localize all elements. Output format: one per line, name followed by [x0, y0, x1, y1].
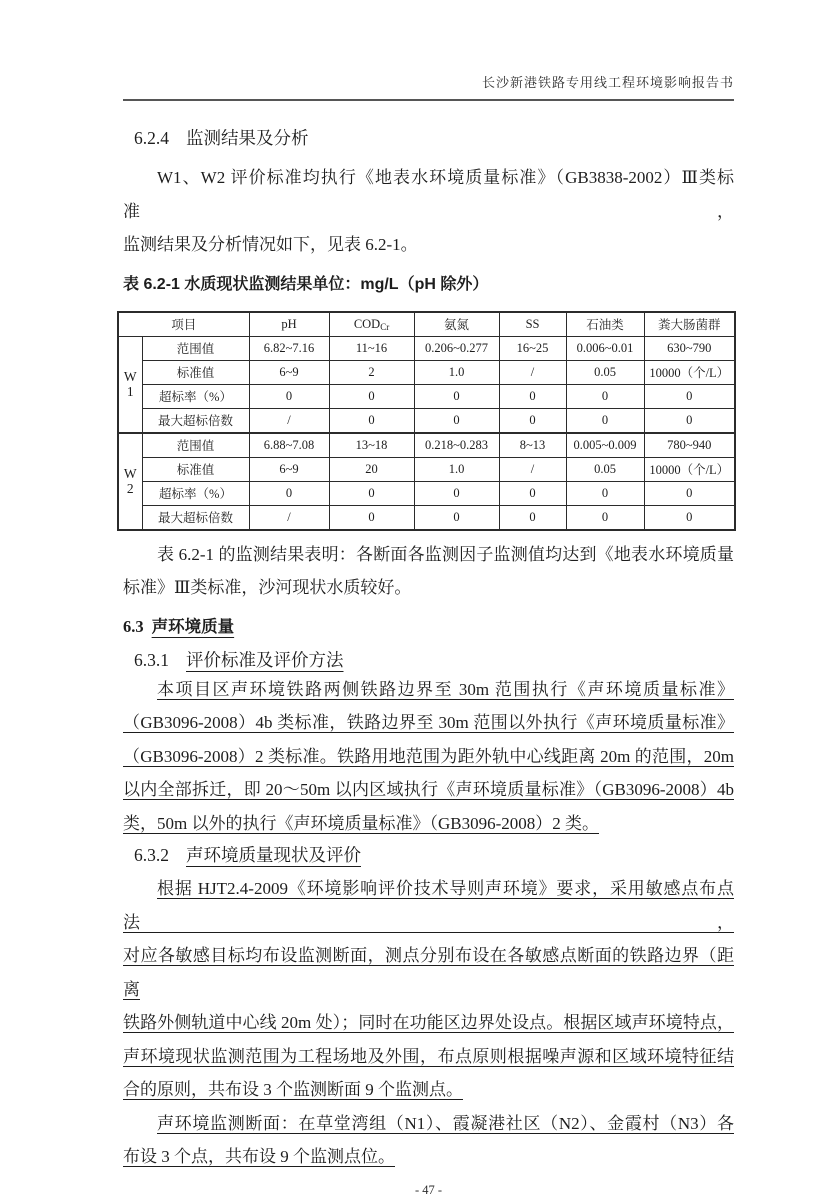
column-header-ss: SS [499, 312, 566, 337]
section-number: 6.3.2 [134, 845, 169, 865]
table-cell: 6.88~7.08 [249, 433, 329, 458]
paragraph-line: （GB3096-2008）4b 类标准，铁路边界至 30m 范围以外执行《声环境质量标准》 [123, 713, 734, 732]
paragraph-line: 布设 3 个点，共布设 9 个监测点位。 [123, 1147, 395, 1166]
table-cell: 13~18 [329, 433, 414, 458]
table-cell: 0 [329, 384, 414, 408]
table-row [118, 481, 735, 505]
section-title: 声环境质量现状及评价 [186, 845, 361, 865]
section-number: 6.3 [123, 616, 144, 636]
table-cell: 0 [566, 384, 644, 408]
paragraph-noise-sections [123, 1107, 734, 1174]
table-cell: 0 [566, 481, 644, 505]
table-cell: / [499, 360, 566, 384]
table-cell: 6.82~7.16 [249, 336, 329, 360]
paragraph-line: 声环境现状监测范围为工程场地及外围，布点原则根据噪声源和区域环境特征结 [123, 1046, 734, 1066]
paragraph-line: W1、W2 评价标准均执行《地表水环境质量标准》（GB3838-2002）Ⅲ类标准， [123, 168, 734, 221]
table-cell: 0 [499, 505, 566, 530]
column-header-oil: 石油类 [566, 312, 644, 337]
section-title: 评价标准及评价方法 [186, 649, 344, 670]
table-cell: 0 [329, 505, 414, 530]
paragraph-line: 以内全部拆迁，即 20～50m 以内区域执行《声环境质量标准》（GB3096-2008）4b [123, 780, 734, 799]
paragraph-line: 本项目区声环境铁路两侧铁路边界至 30m 范围执行《声环境质量标准》 [157, 679, 734, 699]
table-cell: 0.005~0.009 [566, 433, 644, 458]
group-label-line: W [123, 369, 137, 384]
table-cell: 0 [499, 481, 566, 505]
row-label: 范围值 [142, 336, 249, 360]
row-label: 标准值 [142, 457, 249, 481]
group-label-line: W [123, 466, 137, 481]
table-cell: 6~9 [249, 360, 329, 384]
table-cell: 0 [329, 408, 414, 433]
table-cell: 0 [249, 481, 329, 505]
table-cell: 0 [499, 384, 566, 408]
page-number: - 47 - [414, 1182, 443, 1197]
row-label: 超标率（%） [142, 481, 249, 505]
cod-label: COD [353, 316, 381, 331]
table-cell: 2 [329, 360, 414, 384]
table-row [118, 433, 735, 458]
table-cell: 0 [644, 505, 735, 530]
table-cell: 0 [644, 481, 735, 505]
column-header-coliform: 粪大肠菌群 [644, 312, 735, 337]
table-row [118, 457, 735, 481]
table-cell: 0.218~0.283 [414, 433, 499, 458]
column-header-ph: pH [249, 312, 329, 337]
section-title: 声环境质量 [151, 617, 235, 636]
section-heading-6-3 [123, 614, 734, 640]
table-cell: 8~13 [499, 433, 566, 458]
table-cell: 0 [414, 408, 499, 433]
row-label: 最大超标倍数 [142, 408, 249, 433]
paragraph-line: （GB3096-2008）2 类标准。铁路用地范围为距外轨中心线距离 20m 的范围，20m [123, 746, 734, 766]
paragraph-line: 铁路外侧轨道中心线 20m 处）；同时在功能区边界处设点。根据区域声环境特点， [123, 1013, 734, 1032]
table-cell: 1.0 [414, 360, 499, 384]
row-label: 超标率（%） [142, 384, 249, 408]
table-row [118, 384, 735, 408]
table-cell: 0 [414, 384, 499, 408]
column-header-ammonia: 氨氮 [414, 312, 499, 337]
paragraph-noise-method [123, 872, 734, 1107]
table-cell: 10000（个/L） [644, 360, 735, 384]
table-cell: 780~940 [644, 433, 735, 458]
table-header-row [118, 312, 735, 337]
row-label: 最大超标倍数 [142, 505, 249, 530]
table-row [118, 360, 735, 384]
table-caption: 表 6.2-1 水质现状监测结果单位：mg/L（pH 除外） [123, 275, 489, 293]
table-row [118, 505, 735, 530]
table-cell: 0 [414, 481, 499, 505]
table-cell: 0.206~0.277 [414, 336, 499, 360]
paragraph-line: 合的原则，共布设 3 个监测断面 9 个监测点。 [123, 1080, 463, 1099]
table-cell: 11~16 [329, 336, 414, 360]
section-title: 监测结果及分析 [186, 128, 309, 148]
table-cell: 0 [414, 505, 499, 530]
row-label: 标准值 [142, 360, 249, 384]
paragraph-monitoring-intro [123, 161, 734, 262]
table-cell: / [249, 408, 329, 433]
report-title: 长沙新港铁路专用线工程环境影响报告书 [481, 75, 734, 90]
table-cell: / [499, 457, 566, 481]
table-cell: 0 [644, 384, 735, 408]
table-cell: 0.006~0.01 [566, 336, 644, 360]
page-footer [123, 1183, 734, 1198]
table-cell: 630~790 [644, 336, 735, 360]
row-label: 范围值 [142, 433, 249, 458]
section-heading-6-3-1 [134, 648, 734, 672]
group-label-line: 1 [126, 384, 134, 399]
table-cell: 6~9 [249, 457, 329, 481]
table-cell: 0 [566, 408, 644, 433]
table-row [118, 408, 735, 433]
section-number: 6.2.4 [134, 128, 169, 148]
group-label-w2 [118, 433, 142, 530]
page-header [123, 0, 734, 101]
table-cell: 0.05 [566, 457, 644, 481]
group-label-line: 2 [126, 481, 134, 496]
cod-subscript: Cr [380, 321, 390, 332]
table-cell: 0 [644, 408, 735, 433]
paragraph-line: 监测结果及分析情况如下，见表 6.2-1。 [123, 235, 418, 254]
paragraph-noise-standard [123, 673, 734, 841]
table-cell: 0 [566, 505, 644, 530]
table-cell: 20 [329, 457, 414, 481]
table-row [118, 336, 735, 360]
paragraph-line: 标准》Ⅲ类标准，沙河现状水质较好。 [123, 578, 412, 597]
paragraph-line: 类，50m 以外的执行《声环境质量标准》（GB3096-2008）2 类。 [123, 813, 599, 833]
paragraph-line: 根据 HJT2.4-2009《环境影响评价技术导则声环境》要求，采用敏感点布点法， [123, 879, 734, 932]
table-cell: 0 [499, 408, 566, 433]
column-header-item: 项目 [118, 312, 249, 337]
paragraph-line: 表 6.2-1 的监测结果表明：各断面各监测因子监测值均达到《地表水环境质量 [157, 544, 734, 564]
section-heading-6-2-4 [134, 126, 734, 150]
group-label-w1 [118, 336, 142, 433]
page-content [123, 0, 734, 1198]
table-cell: 0.05 [566, 360, 644, 384]
water-quality-table [117, 311, 736, 531]
table-cell: 0 [329, 481, 414, 505]
table-cell: 1.0 [414, 457, 499, 481]
column-header-cod [329, 312, 414, 337]
paragraph-line: 对应各敏感目标均布设监测断面，测点分别布设在各敏感点断面的铁路边界（距离 [123, 946, 734, 999]
paragraph-line: 声环境监测断面：在草堂湾组（N1）、霞凝港社区（N2）、金霞村（N3）各 [157, 1113, 734, 1133]
table-cell: 16~25 [499, 336, 566, 360]
section-number: 6.3.1 [134, 649, 169, 670]
table-cell: / [249, 505, 329, 530]
table-cell: 10000（个/L） [644, 457, 735, 481]
section-heading-6-3-2 [134, 843, 734, 867]
table-cell: 0 [249, 384, 329, 408]
paragraph-table-conclusion [123, 538, 734, 605]
